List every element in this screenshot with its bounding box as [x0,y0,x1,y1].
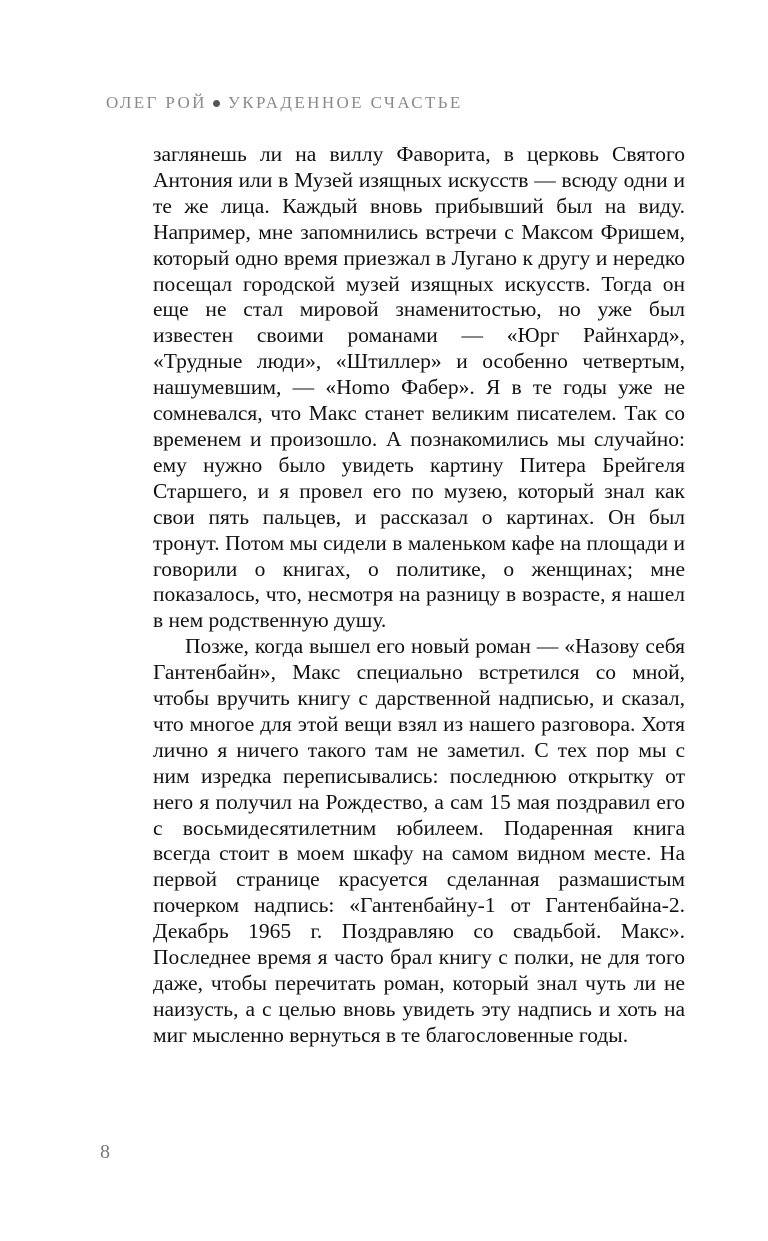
body-text [153,142,685,1049]
paragraph-1: заглянешь ли на виллу Фаворита, в церковь Святого Антония или в Музей изящных искусств — всюду одни и те же лица. Каждый вновь прибывший был на виду. Например, мне запомнились встречи с Максом Фришем, который одно время приезжал в Лугано к другу и нередко посещал городской музей изящных искусств. Тогда он еще не стал мировой знаменитостью, но уже был известен своими романами — «Юрг Райнхард», «Трудные люди», «Штиллер» и особенно четвертым, нашумевшим, — «Homo Фабер». Я в те годы уже не сомневался, что Макс станет великим писателем. Так со временем и произошло. А познакомились мы случайно: ему нужно было увидеть картину Питера Брейгеля Старшего, и я провел его по музею, который знал как свои пять пальцев, и рассказал о картинах. Он был тронут. Потом мы сидели в маленьком кафе на площади и говорили о книгах, о политике, о женщинах; мне показалось, что, несмотря на разницу в возрасте, я нашел в нем родственную душу. [153,142,685,633]
paragraph-2: Позже, когда вышел его новый роман — «Назову себя Гантенбайн», Макс специально встретился со мной, чтобы вручить книгу с дарственной надписью, и сказал, что многое для этой вещи взял из нашего разговора. Хотя лично я ничего такого там не заметил. С тех пор мы с ним изредка переписывались: последнюю открытку от него я получил на Рождество, а сам 15 мая поздравил его с восьмидесятилетним юбилеем. Подаренная книга всегда стоит в моем шкафу на самом видном месте. На первой странице красуется сделанная размашистым почерком надпись: «Гантенбайну-1 от Гантенбайна-2. Декабрь 1965 г. Поздравляю со свадьбой. Макс». Последнее время я часто брал книгу с полки, не для того даже, чтобы перечитать роман, который знал чуть ли не наизусть, а с целью вновь увидеть эту надпись и хоть на миг мысленно вернуться в те благословенные годы. [153,634,685,1047]
running-header [106,92,463,114]
page-number: 8 [100,1141,110,1163]
header-author: ОЛЕГ РОЙ [106,93,207,112]
header-book-title: УКРАДЕННОЕ СЧАСТЬЕ [227,93,463,112]
header-bullet-icon [213,100,220,107]
